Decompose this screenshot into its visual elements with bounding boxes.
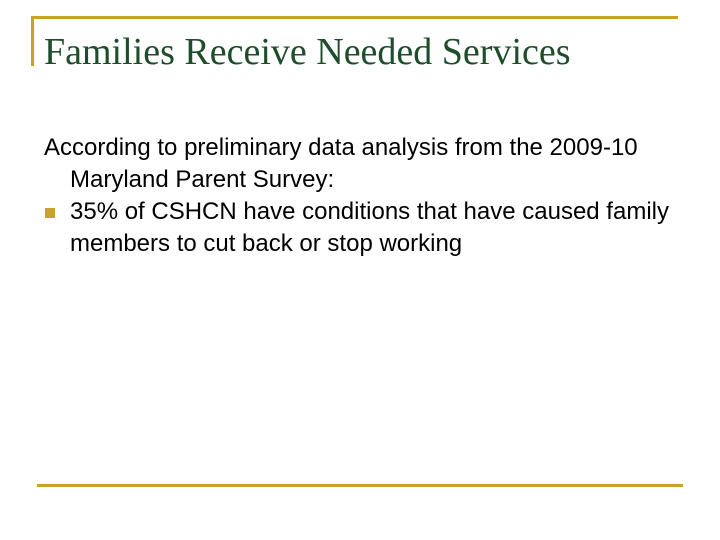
square-bullet-icon xyxy=(45,208,55,218)
bullet-item xyxy=(44,196,684,260)
title-rule-left xyxy=(31,16,34,66)
slide-body xyxy=(44,132,684,260)
intro-text: According to preliminary data analysis from the 2009-10 Maryland Parent Survey: xyxy=(44,134,638,193)
bullet-text: 35% of CSHCN have conditions that have caused family members to cut back or stop working xyxy=(70,198,669,257)
slide-title: Families Receive Needed Services xyxy=(44,31,571,73)
bottom-rule xyxy=(37,484,683,487)
title-rule-top xyxy=(31,16,678,19)
